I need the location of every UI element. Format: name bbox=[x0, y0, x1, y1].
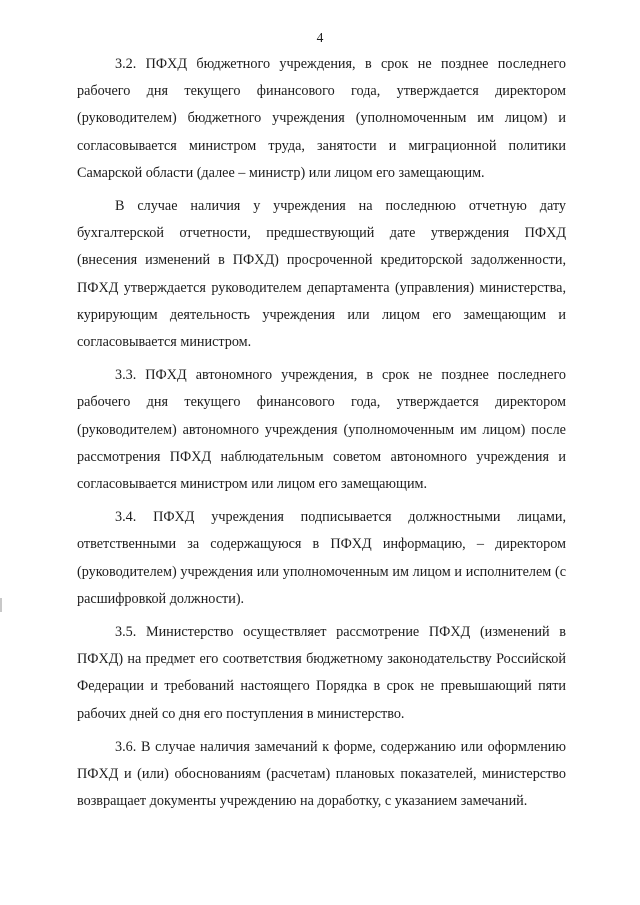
paragraph-3-5: 3.5. Министерство осуществляет рассмотрение ПФХД (изменений в ПФХД) на предмет его соответствия бюджетному законодательству Российской Федерации и требований настоящего Порядка в срок не превышающий пяти рабочих дней со дня его поступления в министерство. bbox=[77, 624, 566, 722]
document-body bbox=[77, 51, 566, 815]
paragraph-overdue-debt: В случае наличия у учреждения на последнюю отчетную дату бухгалтерской отчетности, предшествующий дате утверждения ПФХД (внесения изменений в ПФХД) просроченной кредиторской задолженности, ПФХД утверждается руководителем департамента (управления) министерства, курирующим деятельность учреждения или лицом его замещающим и согласовывается министром. bbox=[77, 198, 566, 351]
paragraph-3-3: 3.3. ПФХД автономного учреждения, в срок не позднее последнего рабочего дня текущего финансового года, утверждается директором (руководителем) автономного учреждения (уполномоченным им лицом) после рассмотрения ПФХД наблюдательным советом автономного учреждения и согласовывается министром или лицом его замещающим. bbox=[77, 367, 566, 493]
paragraph-3-6: 3.6. В случае наличия замечаний к форме, содержанию или оформлению ПФХД и (или) обоснованиям (расчетам) плановых показателей, министерство возвращает документы учреждению на доработку, с указанием замечаний. bbox=[77, 738, 566, 810]
scan-edge-mark bbox=[0, 598, 2, 612]
paragraph-3-4: 3.4. ПФХД учреждения подписывается должностными лицами, ответственными за содержащуюся в ПФХД информацию, – директором (руководителем) учреждения или уполномоченным им лицом и исполнителем (с расшифровкой должности). bbox=[77, 509, 566, 607]
page-number: 4 bbox=[316, 30, 324, 45]
paragraph-3-2: 3.2. ПФХД бюджетного учреждения, в срок не позднее последнего рабочего дня текущего финансового года, утверждается директором (руководителем) бюджетного учреждения (уполномоченным им лицом) и согласовывается министром труда, занятости и миграционной политики Самарской области (далее – министр) или лицом его замещающим. bbox=[77, 56, 566, 181]
